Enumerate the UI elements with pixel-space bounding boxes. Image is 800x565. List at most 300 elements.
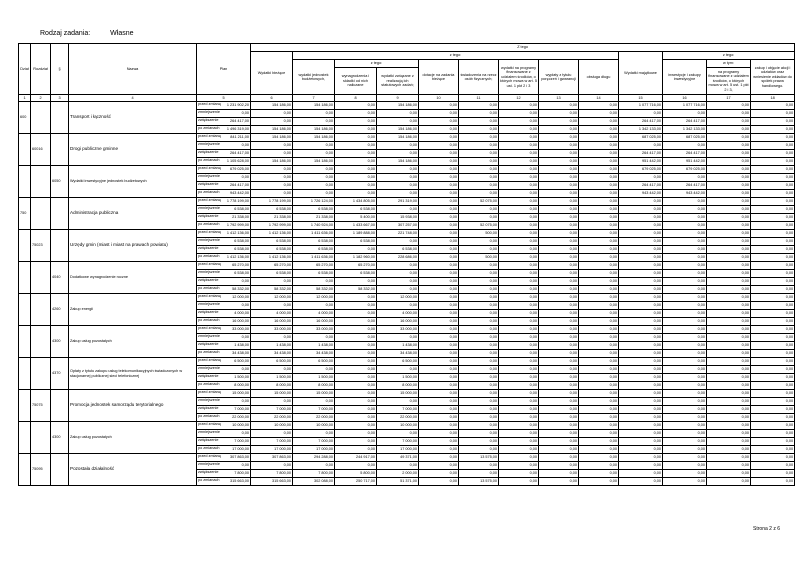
- cell-value: 0,00: [663, 326, 707, 334]
- cell-value: 0,00: [539, 198, 579, 206]
- cell-value: 1 500,00: [251, 374, 293, 382]
- cell-value: 0,00: [539, 278, 579, 286]
- cell-plan: [197, 142, 251, 150]
- cell-value: 0,00: [459, 430, 499, 438]
- group-rozdzial: [31, 294, 51, 326]
- row-kind-label: zwiększenie: [198, 406, 219, 410]
- cell-value: 0,00: [335, 446, 377, 454]
- cell-value: 0,00: [251, 150, 293, 158]
- cell-value: 6 538,00: [293, 238, 335, 246]
- cell-value: 0,00: [377, 270, 419, 278]
- cell-value: 0,00: [335, 414, 377, 422]
- cell-value: 0,00: [419, 158, 459, 166]
- cell-value: 0,00: [751, 206, 795, 214]
- cell-value: 0,00: [459, 118, 499, 126]
- cell-value: 154 186,00: [377, 158, 419, 166]
- cell-value: 0,00: [619, 358, 663, 366]
- cell-value: 0,00: [579, 406, 619, 414]
- cell-value: 0,00: [751, 462, 795, 470]
- cell-value: 0,00: [459, 342, 499, 350]
- cell-value: 0,00: [579, 374, 619, 382]
- cell-value: 33 000,00: [251, 326, 293, 334]
- cell-value: 0,00: [459, 294, 499, 302]
- cell-value: 0,00: [419, 326, 459, 334]
- cell-plan: [197, 262, 251, 270]
- table-row: [19, 166, 795, 174]
- cell-value: 0,00: [419, 190, 459, 198]
- cell-value: 0,00: [419, 118, 459, 126]
- cell-value: 0,00: [539, 270, 579, 278]
- cell-value: 228 686,00: [377, 254, 419, 262]
- cell-value: 0,00: [663, 310, 707, 318]
- column-number: 8: [335, 95, 377, 102]
- cell-value: 0,00: [707, 454, 751, 462]
- cell-value: 0,00: [377, 462, 419, 470]
- cell-value: 154 186,00: [251, 158, 293, 166]
- cell-value: 0,00: [707, 230, 751, 238]
- cell-value: 0,00: [459, 110, 499, 118]
- cell-value: 0,00: [663, 318, 707, 326]
- cell-value: 0,00: [663, 390, 707, 398]
- cell-value: 0,00: [499, 126, 539, 134]
- cell-value: 0,00: [419, 390, 459, 398]
- col-header-w-tym: w tym:: [707, 60, 751, 68]
- cell-value: 0,00: [459, 382, 499, 390]
- cell-value: 0,00: [579, 358, 619, 366]
- column-number: 7: [293, 95, 335, 102]
- cell-plan: [197, 190, 251, 198]
- cell-value: 4 000,00: [293, 310, 335, 318]
- cell-value: 0,00: [419, 398, 459, 406]
- cell-value: 0,00: [619, 462, 663, 470]
- cell-value: 0,00: [459, 414, 499, 422]
- cell-value: 0,00: [499, 158, 539, 166]
- cell-value: 154 186,00: [377, 126, 419, 134]
- cell-value: 0,00: [751, 118, 795, 126]
- col-header-jednostek: wydatki jednostek budżetowych,: [293, 60, 335, 95]
- cell-value: 0,00: [663, 462, 707, 470]
- cell-value: 0,00: [499, 318, 539, 326]
- cell-value: 0,00: [707, 478, 751, 486]
- cell-value: 0,00: [707, 294, 751, 302]
- group-nazwa: Drogi publiczne gminne: [69, 134, 197, 166]
- row-kind-label: zwiększenie: [198, 374, 219, 378]
- cell-value: 6 538,00: [234, 239, 249, 244]
- cell-value: 0,00: [539, 102, 579, 110]
- cell-value: 0,00: [663, 278, 707, 286]
- cell-value: 0,00: [751, 270, 795, 278]
- row-kind-label: przed zmianą: [198, 358, 221, 362]
- cell-value: 0,00: [419, 382, 459, 390]
- row-kind-label: zwiększenie: [198, 246, 219, 250]
- cell-value: 0,00: [499, 310, 539, 318]
- group-par: 4300: [51, 326, 69, 358]
- cell-value: 0,00: [751, 158, 795, 166]
- cell-value: 0,00: [499, 270, 539, 278]
- group-par: 4370: [51, 358, 69, 390]
- cell-value: 0,00: [539, 398, 579, 406]
- cell-value: 0,00: [619, 342, 663, 350]
- cell-value: 1 412 136,00: [226, 255, 249, 260]
- col-header-z-tego-jedn: z tego:: [335, 60, 419, 68]
- cell-value: 0,00: [751, 334, 795, 342]
- cell-value: 0,00: [419, 446, 459, 454]
- cell-value: 0,00: [707, 302, 751, 310]
- cell-value: 0,00: [459, 206, 499, 214]
- cell-value: 0,00: [539, 150, 579, 158]
- row-kind-label: po zmianach: [198, 286, 220, 290]
- cell-value: 0,00: [459, 446, 499, 454]
- cell-value: 0,00: [579, 302, 619, 310]
- cell-value: 0,00: [335, 310, 377, 318]
- cell-value: 6 538,00: [234, 247, 249, 252]
- cell-value: 0,00: [619, 382, 663, 390]
- page-number: Strona 2 z 6: [753, 526, 780, 532]
- cell-value: 0,00: [459, 422, 499, 430]
- cell-value: 1 189 888,00: [335, 230, 377, 238]
- cell-plan: [197, 238, 251, 246]
- cell-value: 0,00: [293, 366, 335, 374]
- row-kind-label: przed zmianą: [198, 390, 221, 394]
- cell-value: 8 000,00: [251, 382, 293, 390]
- cell-value: 0,00: [335, 294, 377, 302]
- cell-value: 0,00: [539, 206, 579, 214]
- cell-value: 0,00: [663, 230, 707, 238]
- cell-value: 0,00: [751, 190, 795, 198]
- cell-value: 0,00: [619, 438, 663, 446]
- cell-value: 0,00: [419, 294, 459, 302]
- cell-value: 0,00: [499, 406, 539, 414]
- cell-value: 0,00: [539, 230, 579, 238]
- cell-value: 0,00: [251, 430, 293, 438]
- cell-value: 0,00: [663, 398, 707, 406]
- cell-value: 0,00: [377, 142, 419, 150]
- cell-value: 0,00: [663, 454, 707, 462]
- cell-value: 0,00: [419, 462, 459, 470]
- cell-value: 0,00: [579, 326, 619, 334]
- cell-value: 0,00: [459, 286, 499, 294]
- cell-value: 10 000,00: [377, 422, 419, 430]
- cell-value: 0,00: [707, 414, 751, 422]
- group-par: 4040: [51, 262, 69, 294]
- cell-value: 0,00: [499, 302, 539, 310]
- cell-value: 0,00: [619, 238, 663, 246]
- cell-value: 0,00: [707, 342, 751, 350]
- cell-value: 0,00: [419, 286, 459, 294]
- cell-value: 0,00: [579, 270, 619, 278]
- cell-value: 0,00: [619, 270, 663, 278]
- cell-value: 0,00: [663, 302, 707, 310]
- cell-value: 1 496 319,00: [226, 127, 249, 132]
- cell-value: 0,00: [539, 390, 579, 398]
- cell-value: 0,00: [499, 190, 539, 198]
- cell-value: 6 538,00: [293, 206, 335, 214]
- cell-plan: [197, 478, 251, 486]
- cell-value: 0,00: [619, 414, 663, 422]
- cell-value: 0,00: [619, 198, 663, 206]
- col-header-z-tego-majatkowe: z tego:: [663, 52, 795, 60]
- cell-value: 0,00: [459, 326, 499, 334]
- row-kind-label: zwiększenie: [198, 150, 219, 154]
- cell-value: 0,00: [293, 118, 335, 126]
- cell-value: 1 105 628,00: [226, 159, 249, 164]
- cell-value: 0,00: [459, 310, 499, 318]
- cell-value: 0,00: [619, 174, 663, 182]
- cell-value: 0,00: [419, 478, 459, 486]
- cell-value: 0,00: [663, 206, 707, 214]
- cell-value: 0,00: [377, 262, 419, 270]
- cell-value: 244 917,00: [335, 454, 377, 462]
- cell-value: 0,00: [707, 214, 751, 222]
- cell-value: 0,00: [751, 110, 795, 118]
- cell-value: 6 538,00: [234, 271, 249, 276]
- cell-value: 0,00: [663, 438, 707, 446]
- cell-value: 0,00: [619, 350, 663, 358]
- cell-value: 0,00: [499, 102, 539, 110]
- cell-value: 0,00: [335, 150, 377, 158]
- cell-value: 0,00: [619, 230, 663, 238]
- cell-value: 0,00: [579, 230, 619, 238]
- cell-value: 0,00: [539, 326, 579, 334]
- col-header-inwestycje: inwestycje i zakupy inwestycyjne: [663, 60, 707, 95]
- cell-value: 0,00: [579, 342, 619, 350]
- cell-value: 0,00: [751, 406, 795, 414]
- cell-plan: [197, 246, 251, 254]
- cell-value: 0,00: [579, 382, 619, 390]
- cell-value: 0,00: [499, 374, 539, 382]
- cell-value: 0,00: [707, 126, 751, 134]
- cell-value: 0,00: [241, 431, 249, 436]
- cell-value: 0,00: [579, 286, 619, 294]
- cell-value: 0,00: [335, 326, 377, 334]
- cell-value: 1 411 636,00: [293, 254, 335, 262]
- cell-value: 0,00: [707, 206, 751, 214]
- cell-value: 15 938,00: [377, 214, 419, 222]
- group-rozdzial: [31, 326, 51, 358]
- cell-value: 0,00: [499, 366, 539, 374]
- cell-value: 0,00: [619, 478, 663, 486]
- group-dzial: [19, 390, 31, 422]
- cell-value: 687 025,00: [619, 134, 663, 142]
- cell-value: 0,00: [419, 374, 459, 382]
- cell-value: 0,00: [579, 142, 619, 150]
- cell-value: 0,00: [499, 334, 539, 342]
- cell-value: 0,00: [579, 214, 619, 222]
- cell-value: 0,00: [459, 374, 499, 382]
- group-dzial: [19, 166, 31, 198]
- cell-value: 0,00: [459, 318, 499, 326]
- cell-value: 0,00: [539, 342, 579, 350]
- cell-value: 17 000,00: [251, 446, 293, 454]
- cell-value: 21 338,00: [251, 214, 293, 222]
- group-dzial: [19, 422, 31, 454]
- cell-value: 0,00: [241, 175, 249, 180]
- cell-value: 679 025,00: [229, 167, 249, 172]
- cell-value: 0,00: [419, 406, 459, 414]
- cell-value: 0,00: [663, 382, 707, 390]
- cell-value: 0,00: [539, 118, 579, 126]
- cell-value: 0,00: [419, 198, 459, 206]
- cell-value: 0,00: [419, 366, 459, 374]
- cell-value: 0,00: [419, 166, 459, 174]
- column-number: 17: [707, 95, 751, 102]
- cell-value: 0,00: [335, 102, 377, 110]
- group-par: [51, 134, 69, 166]
- cell-value: 0,00: [335, 398, 377, 406]
- cell-value: 0,00: [377, 366, 419, 374]
- cell-value: 0,00: [499, 118, 539, 126]
- cell-plan: [197, 294, 251, 302]
- cell-value: 12 000,00: [377, 294, 419, 302]
- cell-value: 6 500,00: [251, 358, 293, 366]
- cell-value: 0,00: [335, 190, 377, 198]
- cell-value: 0,00: [499, 206, 539, 214]
- cell-value: 0,00: [459, 134, 499, 142]
- cell-value: 6 538,00: [293, 270, 335, 278]
- cell-value: 6 500,00: [293, 358, 335, 366]
- column-number: 5: [197, 95, 251, 102]
- cell-value: 0,00: [459, 398, 499, 406]
- cell-value: 0,00: [751, 254, 795, 262]
- cell-value: 16 000,00: [251, 318, 293, 326]
- cell-value: 0,00: [751, 198, 795, 206]
- cell-value: 0,00: [499, 134, 539, 142]
- row-kind-label: po zmianach: [198, 446, 220, 450]
- column-number: 18: [751, 95, 795, 102]
- cell-value: 0,00: [707, 110, 751, 118]
- cell-value: 0,00: [539, 294, 579, 302]
- cell-value: 0,00: [707, 134, 751, 142]
- cell-value: 0,00: [377, 278, 419, 286]
- cell-value: 4 000,00: [251, 310, 293, 318]
- column-number: 2: [31, 95, 51, 102]
- budget-table: [18, 43, 795, 486]
- cell-value: 0,00: [707, 238, 751, 246]
- cell-value: 0,00: [335, 182, 377, 190]
- cell-value: 0,00: [579, 350, 619, 358]
- cell-value: 0,00: [707, 326, 751, 334]
- column-number: 11: [459, 95, 499, 102]
- cell-value: 0,00: [293, 142, 335, 150]
- cell-value: 6 538,00: [335, 206, 377, 214]
- cell-value: 0,00: [499, 174, 539, 182]
- cell-value: 0,00: [751, 150, 795, 158]
- cell-value: 0,00: [663, 358, 707, 366]
- group-par: 6050: [51, 166, 69, 198]
- row-kind-label: przed zmianą: [198, 134, 221, 138]
- group-rozdzial: [31, 198, 51, 230]
- cell-value: 13 575,00: [459, 454, 499, 462]
- cell-value: 5 400,00: [335, 214, 377, 222]
- cell-value: 0,00: [459, 390, 499, 398]
- cell-value: 7 800,00: [293, 470, 335, 478]
- cell-value: 0,00: [251, 278, 293, 286]
- cell-value: 0,00: [335, 318, 377, 326]
- cell-value: 6 538,00: [251, 238, 293, 246]
- row-kind-label: po zmianach: [198, 222, 220, 226]
- cell-value: 0,00: [539, 262, 579, 270]
- row-kind-label: zmniejszenie: [198, 462, 220, 466]
- row-kind-label: zwiększenie: [198, 470, 219, 474]
- cell-value: 0,00: [459, 238, 499, 246]
- cell-value: 0,00: [419, 238, 459, 246]
- cell-value: 0,00: [251, 302, 293, 310]
- cell-value: 7 000,00: [293, 406, 335, 414]
- row-kind-label: zwiększenie: [198, 118, 219, 122]
- cell-value: 154 186,00: [377, 134, 419, 142]
- cell-value: 0,00: [579, 150, 619, 158]
- cell-value: 0,00: [499, 222, 539, 230]
- group-rozdzial: [31, 166, 51, 198]
- cell-value: 0,00: [419, 206, 459, 214]
- group-rozdzial: 60016: [31, 134, 51, 166]
- row-kind-label: zmniejszenie: [198, 366, 220, 370]
- cell-value: 65 270,00: [293, 262, 335, 270]
- cell-value: 22 000,00: [293, 414, 335, 422]
- cell-value: 0,00: [663, 478, 707, 486]
- col-header-poreczenia: wypłaty z tytułu poręczeń i gwarancji: [539, 60, 579, 95]
- cell-value: 0,00: [579, 294, 619, 302]
- cell-value: 0,00: [579, 278, 619, 286]
- cell-value: 0,00: [251, 118, 293, 126]
- cell-value: 1 438,00: [293, 342, 335, 350]
- col-header-rozdzial: Rozdział: [31, 44, 51, 95]
- cell-value: 0,00: [707, 366, 751, 374]
- cell-plan: [197, 318, 251, 326]
- cell-plan: [197, 278, 251, 286]
- cell-value: 0,00: [579, 478, 619, 486]
- group-rozdzial: 75075: [31, 390, 51, 422]
- cell-value: 0,00: [579, 222, 619, 230]
- cell-value: 0,00: [751, 174, 795, 182]
- cell-value: 0,00: [335, 246, 377, 254]
- cell-value: 7 000,00: [251, 438, 293, 446]
- cell-value: 0,00: [751, 134, 795, 142]
- cell-value: 0,00: [579, 414, 619, 422]
- group-dzial: [19, 454, 31, 486]
- cell-value: 307 863,00: [251, 454, 293, 462]
- row-kind-label: po zmianach: [198, 414, 220, 418]
- cell-value: 0,00: [419, 254, 459, 262]
- table-row: [19, 326, 795, 334]
- cell-value: 264 417,00: [619, 150, 663, 158]
- table-row: [19, 358, 795, 366]
- cell-value: 0,00: [539, 382, 579, 390]
- cell-value: 0,00: [335, 142, 377, 150]
- cell-value: 0,00: [751, 398, 795, 406]
- cell-value: 12 000,00: [251, 294, 293, 302]
- cell-value: 0,00: [459, 102, 499, 110]
- cell-value: 0,00: [579, 110, 619, 118]
- row-kind-label: przed zmianą: [198, 102, 221, 106]
- cell-value: 943 442,00: [229, 191, 249, 196]
- row-kind-label: zwiększenie: [198, 214, 219, 218]
- cell-value: 0,00: [751, 414, 795, 422]
- cell-plan: [197, 254, 251, 262]
- row-kind-label: przed zmianą: [198, 422, 221, 426]
- col-header-plan: Plan: [197, 44, 251, 95]
- cell-value: 0,00: [335, 390, 377, 398]
- cell-value: 0,00: [579, 126, 619, 134]
- cell-value: 154 186,00: [293, 134, 335, 142]
- cell-value: 1 500,00: [377, 374, 419, 382]
- cell-value: 0,00: [751, 214, 795, 222]
- cell-value: 0,00: [459, 182, 499, 190]
- cell-value: 0,00: [751, 446, 795, 454]
- cell-value: 0,00: [751, 430, 795, 438]
- cell-value: 1 792 999,00: [251, 222, 293, 230]
- cell-plan: [197, 166, 251, 174]
